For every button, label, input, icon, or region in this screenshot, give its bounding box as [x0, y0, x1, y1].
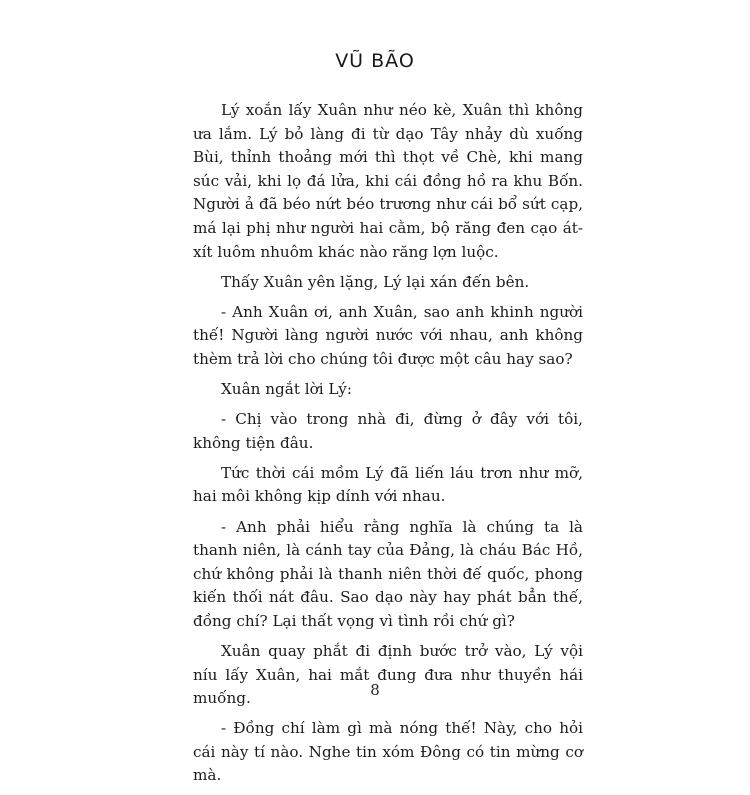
paragraph: Thấy Xuân yên lặng, Lý lại xán đến bên.: [221, 272, 530, 291]
paragraph: Xuân ngắt lời Lý:: [221, 380, 352, 399]
paragraph: - Anh phải hiểu rằng nghĩa là chúng ta là thanh niên, là cánh tay của Đảng, là cháu Bác Hồ, chứ không phải là thanh niên thời đế quốc, phong kiến thối nát đâu. Sao dạo này hay phát bẳn thế, đồng chí? Lại thất vọng vì tình rồi chứ gì?: [193, 517, 583, 630]
paragraph: Lý xoắn lấy Xuân như néo kè, Xuân thì không ưa lắm. Lý bỏ làng đi từ dạo Tây nhảy dù xuống Bùi, thỉnh thoảng mới thì thọt về Chè, khi mang súc vải, khi lọ đá lửa, khi cái đồng hồ ra khu Bốn. Người ả đã béo nứt béo trương như cái bổ sứt cạp, má lại phị như người hai cằm, bộ răng đen cạo át-xít luôm nhuôm khác nào răng lợn luộc.: [193, 101, 583, 261]
paragraph: - Đồng chí làm gì mà nóng thế! Này, cho hỏi cái này tí nào. Nghe tin xóm Đông có tin mừng cơ mà.: [193, 719, 583, 785]
page-number: 8: [370, 681, 380, 699]
paragraph: - Anh Xuân ơi, anh Xuân, sao anh khinh người thế! Người làng người nước với nhau, anh không thèm trả lời cho chúng tôi được một câu hay sao?: [193, 302, 583, 368]
paragraph: - Chị vào trong nhà đi, đừng ở đây với tôi, không tiện đâu.: [193, 410, 583, 452]
paragraph: Tức thời cái mồm Lý đã liến láu trơn như mỡ, hai môi không kịp dính với nhau.: [193, 463, 583, 506]
paragraph: Xuân quay phắt đi định bước trở vào, Lý vội níu lấy Xuân, hai mắt đung đưa như thuyền hái muống.: [193, 641, 583, 708]
running-head-author: VŨ BÃO: [335, 50, 415, 72]
